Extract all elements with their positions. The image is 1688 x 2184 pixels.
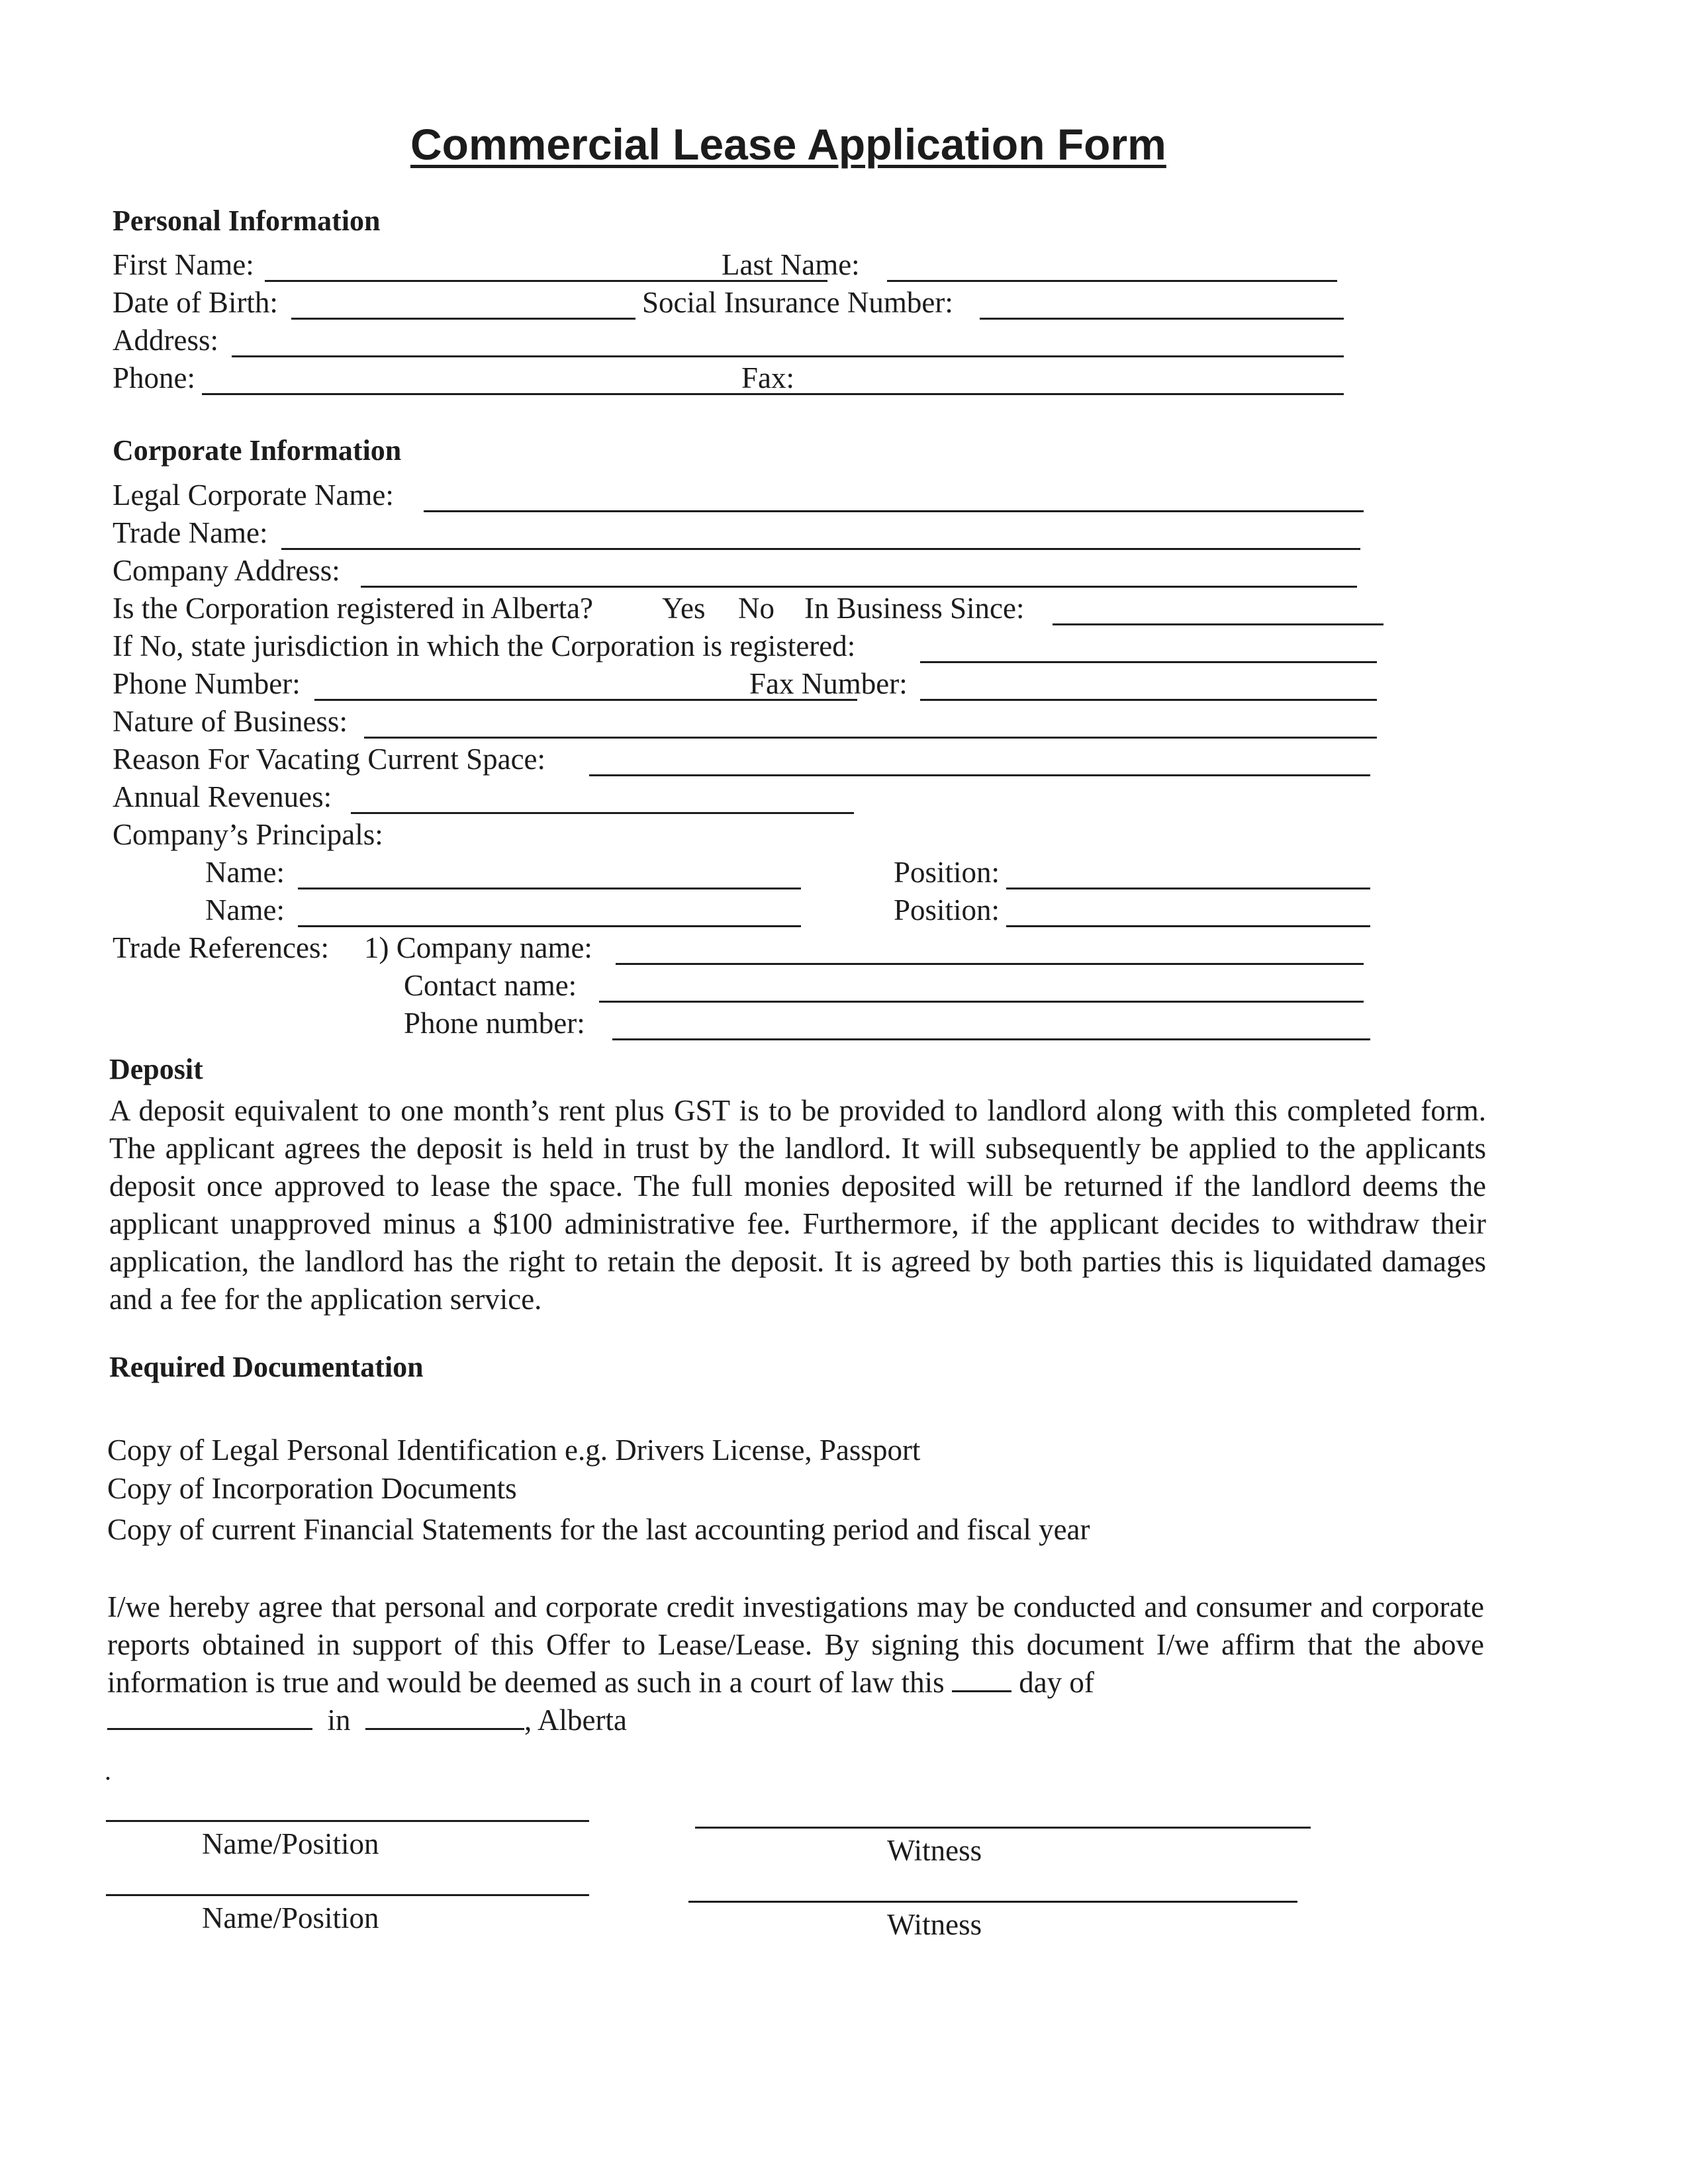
first-name-label: First Name:	[113, 248, 254, 281]
yes-option[interactable]: Yes	[662, 592, 706, 625]
last-name-field[interactable]	[887, 280, 1337, 282]
signature-line-1[interactable]	[106, 1820, 589, 1822]
ref-contact-field[interactable]	[599, 1001, 1364, 1003]
fax-label: Fax:	[741, 361, 795, 394]
agreement-paragraph	[107, 1588, 1484, 1739]
principal-name-1-label: Name:	[205, 856, 285, 889]
nature-field[interactable]	[364, 737, 1377, 739]
city-field[interactable]	[365, 1702, 524, 1730]
principals-label: Company’s Principals:	[113, 818, 383, 851]
revenues-field[interactable]	[351, 812, 854, 814]
trade-ref-phone-row	[113, 1003, 1397, 1043]
witness-label-1: Witness	[887, 1834, 982, 1867]
principal-1-row	[205, 852, 1397, 892]
dob-field[interactable]	[291, 318, 635, 320]
doc-item: Copy of Incorporation Documents	[107, 1472, 517, 1505]
address-field[interactable]	[232, 355, 1344, 357]
form-title: Commercial Lease Application Form	[410, 120, 1166, 169]
reason-row	[113, 739, 1397, 779]
fax-field[interactable]	[801, 393, 1344, 395]
reason-label: Reason For Vacating Current Space:	[113, 743, 546, 776]
phone-label: Phone:	[113, 361, 196, 394]
address-row	[113, 320, 1370, 360]
in-business-since-field[interactable]	[1053, 623, 1383, 625]
jurisdiction-field[interactable]	[920, 661, 1377, 663]
alberta-label: , Alberta	[524, 1704, 627, 1737]
ref-company-field[interactable]	[616, 963, 1364, 965]
name-position-label-1: Name/Position	[202, 1827, 379, 1860]
principal-position-2-label: Position:	[894, 893, 1000, 927]
corp-phone-fax-row	[113, 664, 1397, 704]
ref-phone-label: Phone number:	[404, 1007, 585, 1040]
in-label: in	[327, 1704, 351, 1737]
day-field[interactable]	[952, 1664, 1011, 1692]
first-last-name-row	[113, 245, 1370, 285]
company-address-label: Company Address:	[113, 554, 340, 587]
nature-row	[113, 702, 1397, 741]
documentation-heading: Required Documentation	[109, 1351, 424, 1383]
nature-label: Nature of Business:	[113, 705, 348, 738]
dob-sin-row	[113, 283, 1370, 322]
witness-line-2[interactable]	[688, 1901, 1297, 1903]
principal-name-1-field[interactable]	[298, 887, 801, 889]
principal-name-2-label: Name:	[205, 893, 285, 927]
company-address-row	[113, 551, 1383, 590]
personal-info-heading: Personal Information	[113, 205, 381, 237]
principal-2-row	[205, 890, 1397, 930]
jurisdiction-row	[113, 626, 1397, 666]
deposit-heading: Deposit	[109, 1053, 203, 1085]
address-label: Address:	[113, 324, 218, 357]
trade-ref-company-row	[113, 928, 1397, 968]
reason-field[interactable]	[589, 774, 1370, 776]
phone-number-label: Phone Number:	[113, 667, 301, 700]
trade-ref-contact-row	[113, 966, 1397, 1005]
doc-item: Copy of Legal Personal Identification e.g. Drivers License, Passport	[107, 1433, 921, 1467]
name-position-label-2: Name/Position	[202, 1901, 379, 1934]
sin-label: Social Insurance Number:	[642, 286, 953, 319]
trade-references-label: Trade References:	[113, 931, 329, 964]
legal-name-row	[113, 475, 1383, 515]
revenues-row	[113, 777, 1397, 817]
witness-line-1[interactable]	[695, 1827, 1311, 1829]
stray-mark: .	[105, 1756, 111, 1786]
in-business-since-label: In Business Since:	[804, 592, 1025, 625]
principal-position-2-field[interactable]	[1006, 925, 1370, 927]
trade-name-label: Trade Name:	[113, 516, 268, 549]
legal-name-field[interactable]	[424, 510, 1364, 512]
principal-position-1-field[interactable]	[1006, 887, 1370, 889]
last-name-label: Last Name:	[722, 248, 860, 281]
registered-row	[113, 588, 1397, 628]
signature-line-2[interactable]	[106, 1894, 589, 1896]
jurisdiction-label: If No, state jurisdiction in which the Corporation is registered:	[113, 629, 856, 662]
ref-phone-field[interactable]	[612, 1038, 1370, 1040]
fax-number-field[interactable]	[920, 699, 1377, 701]
doc-item: Copy of current Financial Statements for the last accounting period and fiscal year	[107, 1513, 1090, 1546]
legal-name-label: Legal Corporate Name:	[113, 478, 394, 512]
deposit-paragraph: A deposit equivalent to one month’s rent plus GST is to be provided to landlord along with this completed form. The applicant agrees the deposit is held in trust by the landlord. It will subsequently be applied to the applicants deposit once approved to lease the space. The full monies deposited will be returned if the landlord deems the applicant unapproved minus a $100 administrative fee. Furthermore, if the applicant decides to withdraw their application, the landlord has the right to retain the deposit. It is agreed by both parties this is liquidated damages and a fee for the application service.	[109, 1094, 1486, 1316]
principals-row	[113, 815, 1397, 854]
witness-label-2: Witness	[887, 1908, 982, 1941]
phone-fax-row	[113, 358, 1370, 398]
trade-name-row	[113, 513, 1383, 553]
no-option[interactable]: No	[738, 592, 774, 625]
revenues-label: Annual Revenues:	[113, 780, 332, 813]
fax-number-label: Fax Number:	[749, 667, 908, 700]
corporate-info-heading: Corporate Information	[113, 434, 402, 467]
agreement-text: I/we hereby agree that personal and corporate credit investigations may be conducted and consumer and corporate reports obtained in support of this Offer to Lease/Lease. By signing this document I/we affirm that the above information is true and would be deemed as such in a court of law this	[107, 1590, 1484, 1699]
sin-field[interactable]	[980, 318, 1344, 320]
day-of-label: day of	[1019, 1666, 1094, 1699]
ref-contact-label: Contact name:	[404, 969, 577, 1002]
trade-name-field[interactable]	[281, 548, 1360, 550]
principal-name-2-field[interactable]	[298, 925, 801, 927]
dob-label: Date of Birth:	[113, 286, 278, 319]
registered-question: Is the Corporation registered in Alberta?	[113, 592, 594, 625]
principal-position-1-label: Position:	[894, 856, 1000, 889]
company-address-field[interactable]	[361, 586, 1357, 588]
month-field[interactable]	[107, 1702, 312, 1730]
ref-company-label: 1) Company name:	[364, 931, 592, 964]
